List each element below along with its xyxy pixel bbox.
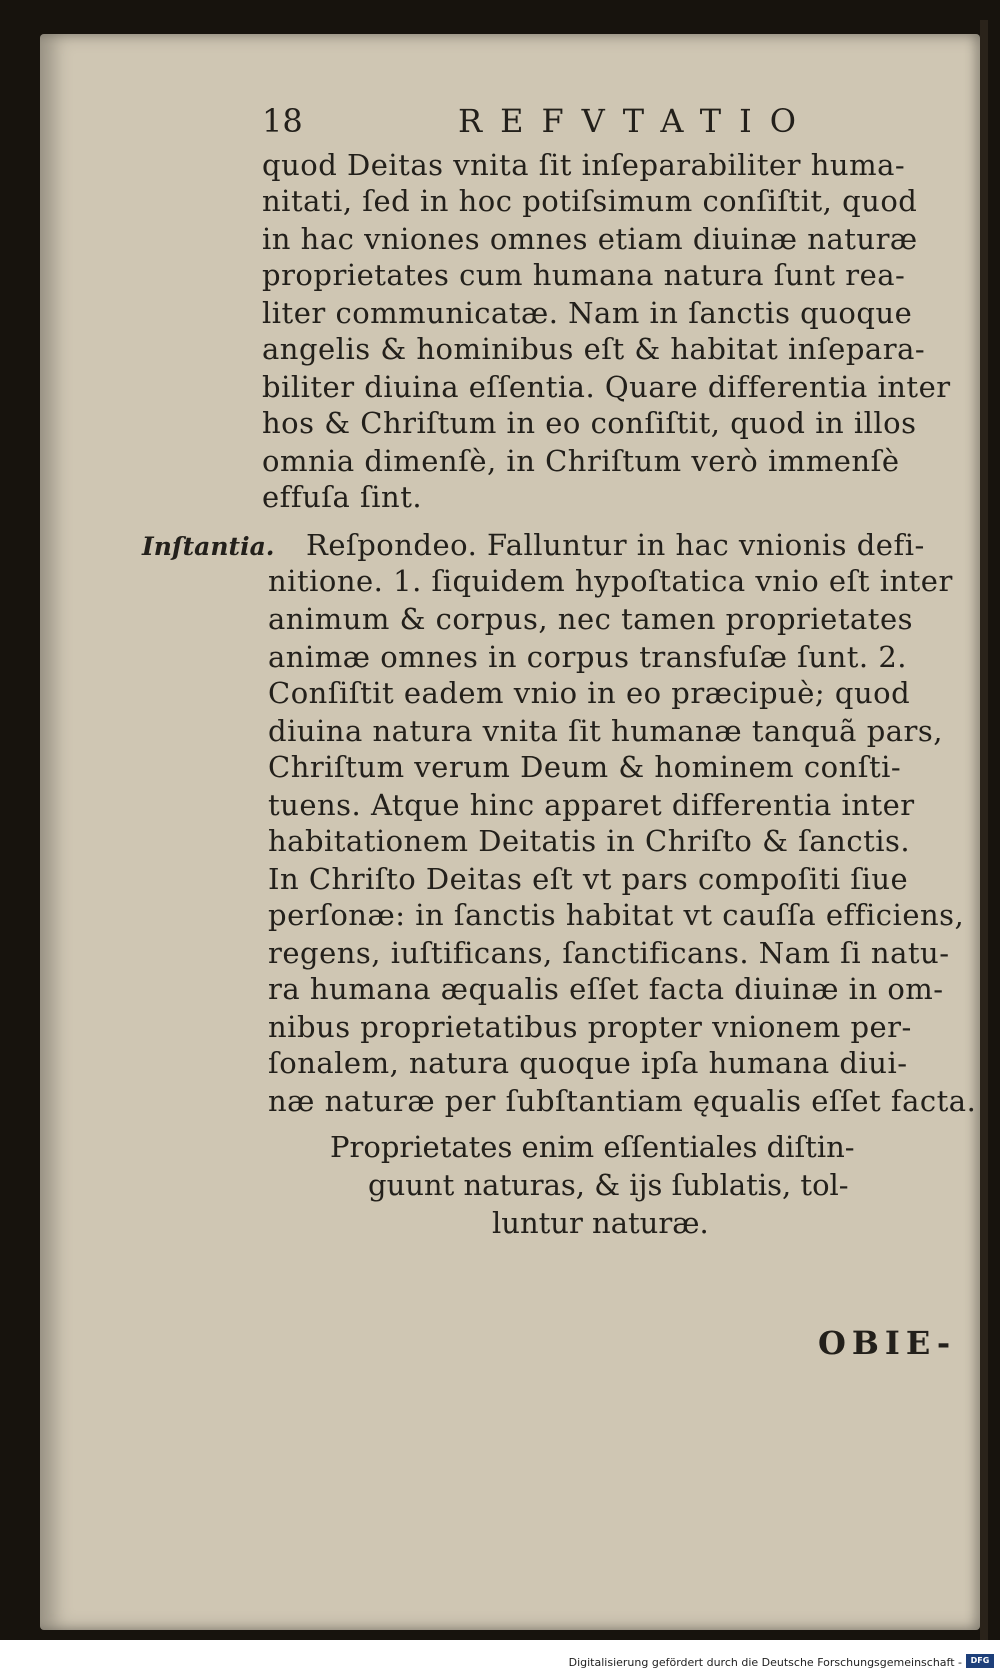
text-line: animæ omnes in corpus transfuſæ ſunt. 2. <box>268 640 908 674</box>
marginal-note: Inſtantia. <box>142 532 275 561</box>
text-line: proprietates cum humana natura ſunt rea- <box>262 258 906 292</box>
text-line: ſonalem, natura quoque ipſa humana diui- <box>268 1046 908 1080</box>
text-line: Chriſtum verum Deum & hominem conſti- <box>268 750 902 784</box>
text-line: nitione. 1. ſiquidem hypoſtatica vnio eſt inter <box>268 564 953 598</box>
text-line: ra humana æqualis eſſet facta diuinæ in om- <box>268 972 944 1006</box>
text-line: nitati, ſed in hoc potiſsimum conſiſtit, quod <box>262 184 918 218</box>
text-line: liter communicatæ. Nam in ſanctis quoque <box>262 296 913 330</box>
digitization-credit: Digitalisierung gefördert durch die Deutsche Forschungsgemeinschaft - <box>568 1656 962 1669</box>
dfg-logo: DFG <box>966 1654 994 1668</box>
text-line: regens, iuſtificans, ſanctificans. Nam ſi natu- <box>268 936 950 970</box>
closing-line: Proprietates enim eſſentiales diſtin- <box>330 1130 855 1164</box>
closing-line: guunt naturas, & ijs ſublatis, tol- <box>368 1168 849 1202</box>
text-line: perſonæ: in ſanctis habitat vt cauſſa efficiens, <box>268 898 965 932</box>
page-edge <box>980 20 988 1640</box>
text-line: quod Deitas vnita ſit inſeparabiliter huma- <box>262 148 906 182</box>
catchword: OBIE- <box>818 1324 957 1362</box>
text-line: In Chriſto Deitas eſt vt pars compoſiti ſiue <box>268 862 909 896</box>
text-line: omnia dimenſè, in Chriſtum verò immenſè <box>262 444 900 478</box>
text-line: diuina natura vnita ſit humanæ tanquã pars, <box>268 714 944 748</box>
text-line: angelis & hominibus eſt & habitat inſepara- <box>262 332 926 366</box>
text-line: effuſa ſint. <box>262 480 423 514</box>
text-line: animum & corpus, nec tamen proprietates <box>268 602 913 636</box>
page-number: 18 <box>262 102 303 140</box>
text-line: habitationem Deitatis in Chriſto & ſanctis. <box>268 824 911 858</box>
text-line: in hac vniones omnes etiam diuinæ naturæ <box>262 222 918 256</box>
text-line: næ naturæ per ſubſtantiam ęqualis eſſet facta. <box>268 1084 977 1118</box>
text-line: Reſpondeo. Falluntur in hac vnionis defi- <box>306 528 925 562</box>
text-line: Conſiſtit eadem vnio in eo præcipuè; quod <box>268 676 911 710</box>
running-title: REFVTATIO <box>458 102 814 140</box>
text-line: hos & Chriſtum in eo conſiſtit, quod in illos <box>262 406 917 440</box>
closing-line: luntur naturæ. <box>492 1206 709 1240</box>
text-line: tuens. Atque hinc apparet differentia inter <box>268 788 915 822</box>
text-line: nibus proprietatibus propter vnionem per- <box>268 1010 912 1044</box>
text-line: biliter diuina eſſentia. Quare differentia inter <box>262 370 951 404</box>
